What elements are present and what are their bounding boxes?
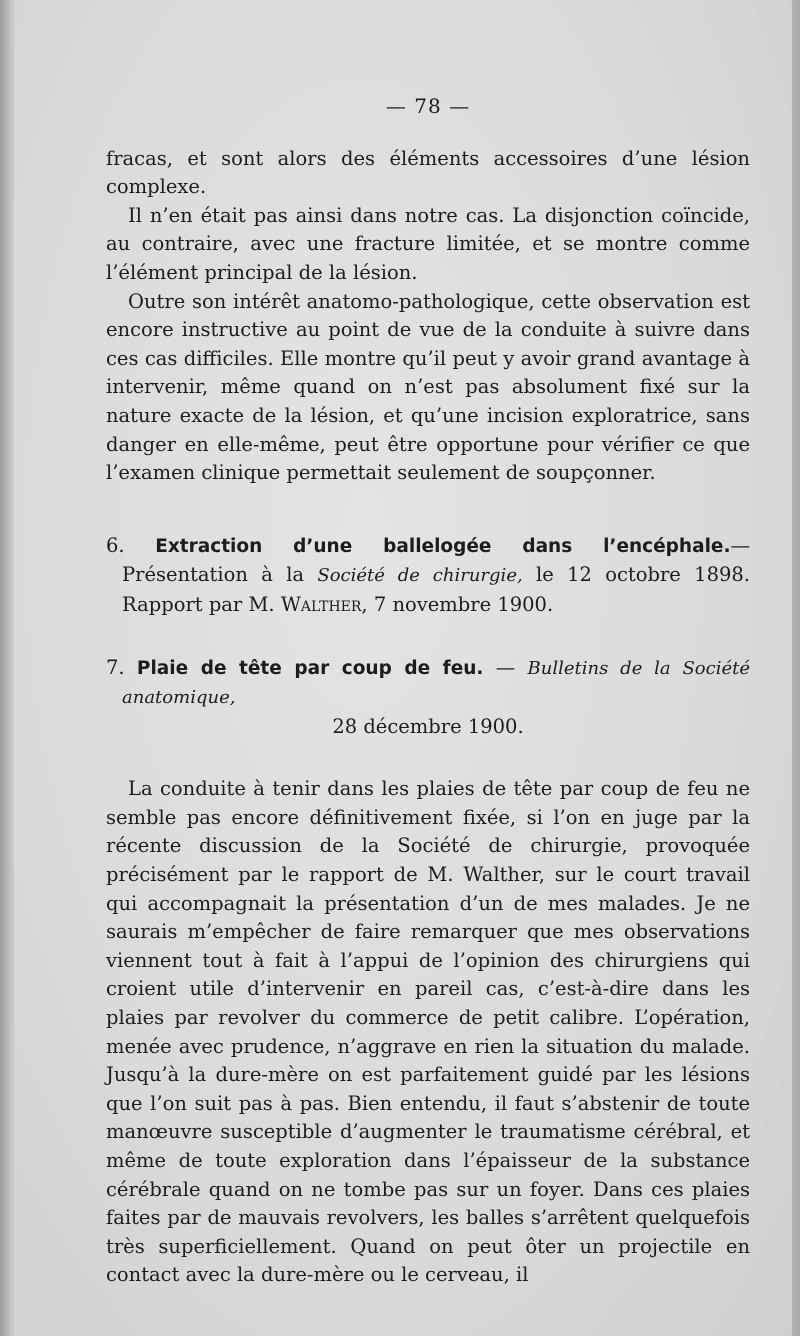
entry-7-title: Plaie de tête par coup de feu. xyxy=(136,657,484,679)
entry-6-author: Walther, xyxy=(280,592,368,616)
paragraph-3: Outre son intérêt anatomo-pathologique, cette observation est encore instructive au point de vue de la conduite à suivre dans ces cas difficiles. Elle montre qu’il peut y avoir grand avantage à intervenir, même quand on n’est pas absolument fixé sur la nature exacte de la lésion, et qu’une incision exploratrice, sans danger en elle-même, peut être opportune pour vérifier ce que l’examen clinique permettait seulement de soupçonner. xyxy=(106,289,750,485)
paragraph-4: La conduite à tenir dans les plaies de tête par coup de feu ne semble pas encore définitivement fixée, si l’on en juge par la récente discussion de la Société de chirurgie, provoquée précisément par le rapport de M. Walther, sur le court travail qui accompagnait la présentation d’un de mes malades. Je ne saurais m’empêcher de faire remarquer que mes observations viennent tout à fait à l’appui de l’opinion des chirurgiens qui croient utile d’intervenir en pareil cas, c’est-à-dire dans les plaies par revolver du commerce de petit calibre. L’opération, menée avec prudence, n’aggrave en rien la situation du malade. Jusqu’à la dure-mère on est parfaitement guidé par les lésions que l’on suit pas à pas. Bien entendu, il faut s’abstenir de toute manœuvre susceptible d’augmenter le traumatisme cérébral, et même de toute exploration dans l’épaisseur de la substance cérébrale quand on ne tombe pas sur un foyer. Dans ces plaies faites par de mauvais revolvers, les balles s’arrêtent quelquefois très superficiellement. Quand on peut ôter un projectile en contact avec la dure-mère ou le cerveau, il xyxy=(106,777,750,1287)
page-content xyxy=(106,92,750,1290)
entry-7-journal: Bulletins de la Société anatomique, xyxy=(122,657,750,709)
entry-7-number: 7. xyxy=(106,655,125,679)
paragraph-2: Il n’en était pas ainsi dans notre cas. La disjonction coïncide, au contraire, avec une fracture limitée, et se montre comme l’élément principal de la lésion. xyxy=(106,203,750,284)
bibliography-entry-6 xyxy=(106,532,750,620)
entry-6-title: Extraction d’une ballelogée dans l’encéphale. xyxy=(155,535,731,557)
entry-6-text-2: le 12 octobre 1898. Rapport par M. xyxy=(122,563,750,616)
bibliography-entry-7 xyxy=(106,654,750,713)
entry-7-date: 28 décembre 1900. xyxy=(332,714,524,738)
entry-7-text-1: — xyxy=(483,655,528,679)
entry-6-text-3: 7 novembre 1900. xyxy=(367,592,554,616)
entry-6-number: 6. xyxy=(106,533,125,557)
entry-6-journal: Société de chirurgie, xyxy=(317,565,523,587)
entry-6-text-1: — Présentation à la xyxy=(122,533,750,587)
paragraph-1: fracas, et sont alors des éléments accessoires d’une lésion complexe. xyxy=(106,146,750,199)
page-number: — 78 — xyxy=(385,94,471,118)
